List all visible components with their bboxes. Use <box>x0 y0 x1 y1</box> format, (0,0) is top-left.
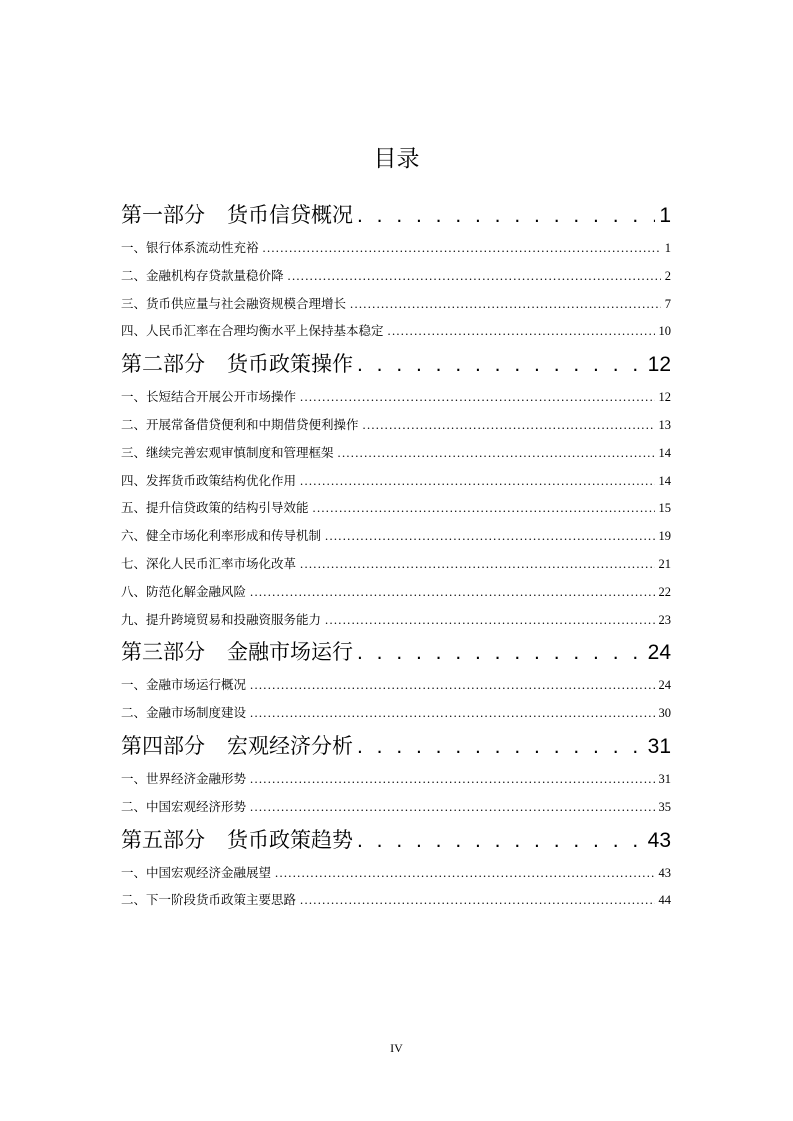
toc-leader-dots <box>250 579 654 606</box>
toc-section-page: 19 <box>658 529 671 544</box>
toc-section-title: 二、金融市场制度建设 <box>121 705 247 721</box>
toc-leader-dots <box>313 495 655 522</box>
toc-section-title: 四、发挥货币政策结构优化作用 <box>121 472 297 488</box>
toc-part-label: 第一部分 <box>121 203 205 227</box>
toc-leader-dots <box>300 468 654 495</box>
toc-section-entry[interactable] <box>121 765 671 793</box>
toc-section-entry[interactable] <box>121 467 671 495</box>
toc-section-page: 7 <box>664 296 671 311</box>
toc-part-entry[interactable] <box>121 727 671 765</box>
toc-section-title: 一、中国宏观经济金融展望 <box>121 864 272 880</box>
toc-part-label: 第三部分 <box>121 640 205 665</box>
toc-leader-dots <box>388 318 655 345</box>
toc-section-title: 六、健全市场化利率形成和传导机制 <box>121 528 322 544</box>
toc-section-title: 八、防范化解金融风险 <box>121 583 247 599</box>
toc-leader-dots <box>363 412 655 439</box>
toc-part-entry[interactable] <box>121 345 671 383</box>
toc-part-label: 第四部分 <box>121 733 205 758</box>
toc-part-entry[interactable] <box>121 633 671 671</box>
toc-leader-dots <box>357 728 644 765</box>
toc-section-page: 22 <box>658 584 671 599</box>
toc-part-heading <box>121 345 353 383</box>
toc-section-title: 三、货币供应量与社会融资规模合理增长 <box>121 295 347 311</box>
toc-leader-dots <box>300 551 654 578</box>
toc-leader-dots <box>325 523 654 550</box>
toc-section-page: 44 <box>658 893 671 908</box>
toc-leader-dots <box>357 634 644 671</box>
toc-section-entry[interactable] <box>121 606 671 634</box>
toc-leader-dots <box>288 263 661 290</box>
toc-section-title: 二、开展常备借贷便利和中期借贷便利操作 <box>121 416 359 432</box>
toc-section-page: 1 <box>664 241 671 255</box>
toc-section-title: 四、人民币汇率在合理均衡水平上保持基本稳定 <box>121 323 384 339</box>
toc-section-title: 一、金融市场运行概况 <box>121 677 247 693</box>
toc-section-entry[interactable] <box>121 550 671 578</box>
toc-section-page: 24 <box>658 678 671 693</box>
toc-section-page: 10 <box>658 324 671 339</box>
toc-part-heading <box>121 196 353 234</box>
toc-part-heading <box>121 727 353 765</box>
toc-leader-dots <box>250 672 654 699</box>
page-number: IV <box>390 1041 403 1055</box>
toc-section-page: 21 <box>658 556 671 571</box>
toc-leader-dots <box>250 794 654 821</box>
toc-leader-dots <box>357 822 644 859</box>
toc-leader-dots <box>275 860 654 887</box>
toc-leader-dots <box>350 291 661 318</box>
toc-part-heading <box>121 633 353 671</box>
toc-section-entry[interactable] <box>121 699 671 727</box>
toc-section-title: 三、继续完善宏观审慎制度和管理框架 <box>121 444 334 460</box>
toc-section-page: 2 <box>664 268 671 283</box>
toc-section-title: 二、中国宏观经济形势 <box>121 798 247 814</box>
toc-leader-dots <box>250 700 654 727</box>
toc-section-page: 30 <box>658 706 671 721</box>
toc-part-label: 第五部分 <box>121 827 205 852</box>
table-of-contents <box>121 196 671 914</box>
toc-section-entry[interactable] <box>121 793 671 821</box>
toc-leader-dots <box>250 766 654 793</box>
toc-section-entry[interactable] <box>121 383 671 411</box>
toc-section-title: 七、深化人民币汇率市场化改革 <box>121 555 297 571</box>
toc-section-entry[interactable] <box>121 262 671 290</box>
toc-leader-dots <box>338 440 655 467</box>
toc-part-title: 货币信贷概况 <box>227 203 353 227</box>
toc-section-entry[interactable] <box>121 317 671 345</box>
toc-section-title: 五、提升信贷政策的结构引导效能 <box>121 500 309 516</box>
toc-part-page: 43 <box>647 828 671 852</box>
toc-part-label: 第二部分 <box>121 352 205 377</box>
toc-section-entry[interactable] <box>121 859 671 887</box>
toc-section-entry[interactable] <box>121 290 671 318</box>
toc-leader-dots <box>357 197 655 234</box>
toc-leader-dots <box>300 384 654 411</box>
toc-section-title: 一、长短结合开展公开市场操作 <box>121 389 297 405</box>
toc-section-page: 13 <box>658 417 671 432</box>
toc-section-title: 二、下一阶段货币政策主要思路 <box>121 892 297 908</box>
toc-part-title: 金融市场运行 <box>227 640 353 665</box>
toc-section-page: 31 <box>658 771 671 786</box>
page-title: 目录 <box>373 146 420 172</box>
toc-part-page: 31 <box>647 734 671 758</box>
toc-section-entry[interactable] <box>121 234 671 262</box>
toc-section-page: 35 <box>658 799 671 814</box>
toc-section-entry[interactable] <box>121 522 671 550</box>
toc-part-title: 货币政策趋势 <box>227 827 353 852</box>
toc-section-entry[interactable] <box>121 411 671 439</box>
toc-section-page: 15 <box>658 501 671 516</box>
toc-leader-dots <box>263 235 661 262</box>
toc-section-entry[interactable] <box>121 578 671 606</box>
toc-section-title: 一、世界经济金融形势 <box>121 770 247 786</box>
toc-part-title: 宏观经济分析 <box>227 733 353 758</box>
toc-section-entry[interactable] <box>121 886 671 914</box>
toc-leader-dots <box>325 607 654 634</box>
toc-part-entry[interactable] <box>121 196 671 234</box>
toc-leader-dots <box>300 887 654 914</box>
toc-section-page: 43 <box>658 865 671 880</box>
toc-section-page: 14 <box>658 445 671 460</box>
toc-section-page: 12 <box>658 390 671 405</box>
toc-section-entry[interactable] <box>121 671 671 699</box>
toc-section-entry[interactable] <box>121 439 671 467</box>
toc-section-title: 二、金融机构存贷款量稳价降 <box>121 267 284 283</box>
toc-leader-dots <box>357 346 644 383</box>
toc-section-page: 14 <box>658 473 671 488</box>
toc-part-title: 货币政策操作 <box>227 352 353 377</box>
toc-section-title: 一、银行体系流动性充裕 <box>121 240 259 255</box>
toc-part-page: 24 <box>647 641 671 665</box>
toc-part-page: 1 <box>659 204 671 227</box>
toc-section-page: 23 <box>658 612 671 627</box>
toc-part-page: 12 <box>647 353 671 377</box>
toc-part-heading <box>121 821 353 859</box>
toc-section-entry[interactable] <box>121 494 671 522</box>
toc-part-entry[interactable] <box>121 821 671 859</box>
toc-section-title: 九、提升跨境贸易和投融资服务能力 <box>121 611 322 627</box>
